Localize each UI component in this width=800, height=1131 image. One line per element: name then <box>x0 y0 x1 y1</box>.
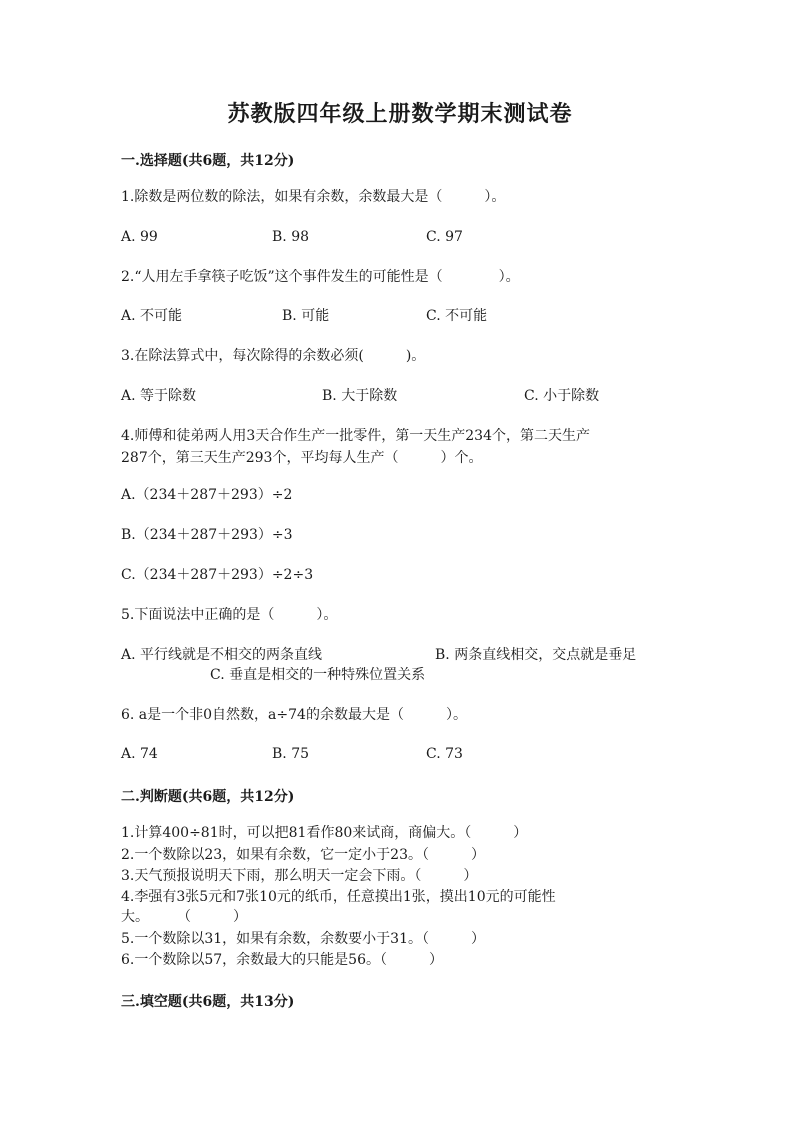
question-4-line-1: 4.师傅和徒弟两人用3天合作生产一批零件，第一天生产234个，第二天生产 <box>121 428 590 444</box>
q3-option-a: A. 等于除数 <box>121 388 197 404</box>
question-2: 2.“人用左手拿筷子吃饭”这个事件发生的可能性是（ ）。 <box>121 269 520 285</box>
q2-option-b: B. 可能 <box>282 308 330 324</box>
section-heading-judgement: 二.判断题(共6题，共12分) <box>121 789 295 805</box>
q6-option-a: A. 74 <box>121 746 158 762</box>
judgement-item-1: 1.计算400÷81时，可以把81看作80来试商，商偏大。（ ） <box>121 825 528 841</box>
section-heading-fill-blank: 三.填空题(共6题，共13分) <box>121 994 295 1010</box>
q2-option-c: C. 不可能 <box>426 308 488 324</box>
judgement-item-4-line-1: 4.李强有3张5元和7张10元的纸币，任意摸出1张，摸出10元的可能性 <box>121 889 556 905</box>
judgement-item-6: 6.一个数除以57，余数最大的只能是56。（ ） <box>121 952 443 968</box>
judgement-item-2: 2.一个数除以23，如果有余数，它一定小于23。（ ） <box>121 847 485 863</box>
q3-option-c: C. 小于除数 <box>524 388 600 404</box>
q1-option-a: A. 99 <box>121 229 158 245</box>
question-5: 5.下面说法中正确的是（ ）。 <box>121 607 338 623</box>
q5-option-a: A. 平行线就是不相交的两条直线 <box>121 647 323 663</box>
q3-option-b: B. 大于除数 <box>322 388 398 404</box>
q5-option-b: B. 两条直线相交，交点就是垂足 <box>435 647 637 663</box>
question-3: 3.在除法算式中，每次除得的余数必须( )。 <box>121 348 426 364</box>
q1-option-c: C. 97 <box>426 229 463 245</box>
q4-option-b: B.（234＋287＋293）÷3 <box>121 527 293 543</box>
section-heading-choice: 一.选择题(共6题，共12分) <box>121 153 295 169</box>
question-4-line-2: 287个，第三天生产293个，平均每人生产（ ）个。 <box>121 450 483 466</box>
q2-option-a: A. 不可能 <box>121 308 183 324</box>
q4-option-a: A.（234＋287＋293）÷2 <box>121 487 293 503</box>
q6-option-c: C. 73 <box>426 746 463 762</box>
question-6: 6. a是一个非0自然数，a÷74的余数最大是（ ）。 <box>121 707 467 723</box>
question-1: 1.除数是两位数的除法，如果有余数，余数最大是（ ）。 <box>121 189 506 205</box>
judgement-item-3: 3.天气预报说明天下雨，那么明天一定会下雨。（ ） <box>121 868 478 884</box>
q4-option-c: C.（234＋287＋293）÷2÷3 <box>121 567 314 583</box>
page-title: 苏教版四年级上册数学期末测试卷 <box>227 101 573 127</box>
q1-option-b: B. 98 <box>272 229 310 245</box>
q6-option-b: B. 75 <box>272 746 310 762</box>
judgement-item-5: 5.一个数除以31，如果有余数，余数要小于31。（ ） <box>121 931 485 947</box>
q5-option-c: C. 垂直是相交的一种特殊位置关系 <box>210 667 426 683</box>
judgement-item-4-line-2: 大。 （ ） <box>121 909 247 925</box>
